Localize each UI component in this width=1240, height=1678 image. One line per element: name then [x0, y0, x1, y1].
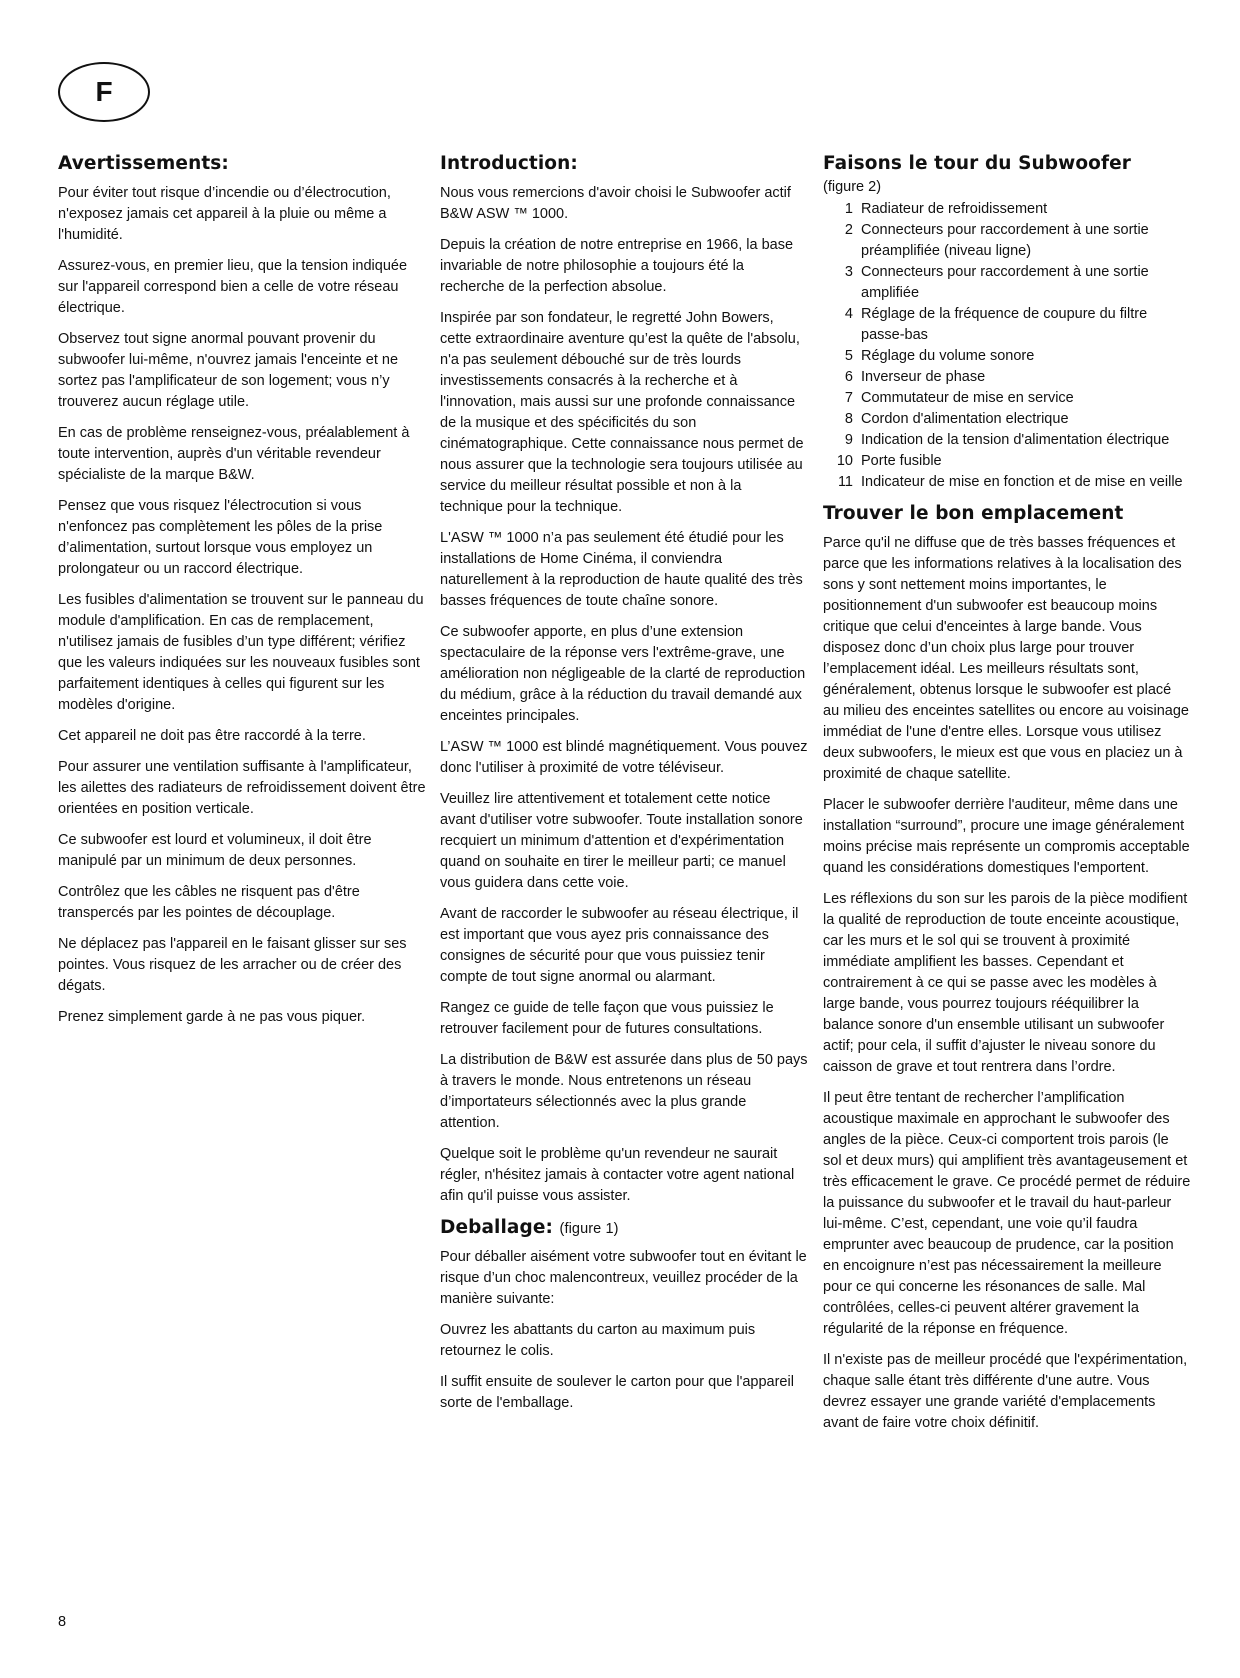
- item-number: 7: [844, 390, 853, 407]
- paragraph: La distribution de B&W est assurée dans plus de 50 pays à travers le monde. Nous entretenons un réseau d’importateurs sélectionnés avec la plus grande attention.: [440, 1052, 808, 1132]
- paragraph: Les réflexions du son sur les parois de la pièce modifient la qualité de reproduction de toute enceinte acoustique, car les murs et le sol qui se trouvent à proximité immédiate amplifient les basses. Cependant et contrairement à ce qui se passe avec les modèles à large bande, vous pourrez toujours rééquilibrer la balance sonore d'un ensemble utilisant un subwoofer actif; pour cela, il suffit d’ajuster le niveau sonore du caisson de grave et tout rentrera dans l’ordre.: [823, 891, 1188, 1076]
- paragraph: Quelque soit le problème qu'un revendeur ne saurait régler, n'hésitez jamais à contacter votre agent national afin qu'il puisse vous assister.: [440, 1146, 795, 1205]
- item-number: 9: [844, 432, 853, 449]
- paragraph: Cet appareil ne doit pas être raccordé à la terre.: [58, 728, 366, 745]
- language-letter: F: [95, 76, 113, 107]
- paragraph: Veuillez lire attentivement et totalement cette notice avant d'utiliser votre subwoofer. Toute installation sonore recquiert un minimum d'attention et d'expérimentation quand on souhaite en tirer le meilleur parti; ce manuel vous guidera dans cette voie.: [440, 791, 803, 892]
- paragraph: Contrôlez que les câbles ne risquent pas d'être transpercés par les pointes de découplage.: [58, 884, 360, 922]
- item-number: 6: [844, 369, 853, 386]
- item-text: Commutateur de mise en service: [861, 390, 1074, 407]
- paragraph: Il n'existe pas de meilleur procédé que l'expérimentation, chaque salle étant très différente d'une autre. Vous devrez essayer une grande variété d'emplacements avant de faire votre choix définitif.: [823, 1352, 1188, 1432]
- language-badge: [58, 62, 150, 122]
- paragraph: Pensez que vous risquez l'électrocution si vous n'enfoncez pas complètement les pôles de la prise d’alimentation, surtout lorsque vous employez un prolongateur ou un raccord électrique.: [58, 498, 383, 578]
- list-item: [823, 220, 1191, 262]
- column-subwoofer-tour: [823, 153, 1191, 1444]
- item-text: Inverseur de phase: [861, 369, 986, 386]
- item-number: 4: [844, 306, 853, 323]
- column-warnings: [58, 153, 426, 1038]
- introduction-heading: Introduction:: [440, 153, 578, 174]
- list-item: [823, 430, 1191, 451]
- paragraph: Inspirée par son fondateur, le regretté John Bowers, cette extraordinaire aventure qu’est la quête de l'absolu, n'a pas seulement débouché sur de très lourds investissements consacrés à la recherche et à l'innovation, mais aussi sur une profonde connaissance de la musique et des spécificités du son cinématographique. Cette connaissance nous permet de nous assurer que la technologie sera toujours utilisée au service du meilleur résultat possible et non à la technique pour la technique.: [440, 310, 804, 516]
- paragraph: L'ASW ™ 1000 n’a pas seulement été étudié pour les installations de Home Cinéma, il conviendra naturellement à la reproduction de haute qualité des très basses fréquences de toute chaîne sonore.: [440, 530, 803, 610]
- list-item: [823, 472, 1191, 493]
- item-text: Connecteurs pour raccordement à une sortie préamplifiée (niveau ligne): [861, 222, 1149, 260]
- item-text: Cordon d'alimentation electrique: [861, 411, 1069, 428]
- item-number: 8: [844, 411, 853, 428]
- placement-heading: Trouver le bon emplacement: [823, 503, 1124, 525]
- paragraph: Observez tout signe anormal pouvant provenir du subwoofer lui-même, n'ouvrez jamais l'enceinte et ne sortez pas l'amplificateur de son logement; vous n’y trouverez aucun réglage utile.: [58, 331, 399, 411]
- list-item: [823, 304, 1191, 346]
- paragraph: Il suffit ensuite de soulever le carton pour que l'appareil sorte de l'emballage.: [440, 1374, 794, 1412]
- component-list: [823, 199, 1191, 493]
- paragraph: L’ASW ™ 1000 est blindé magnétiquement. Vous pouvez donc l'utiliser à proximité de votre téléviseur.: [440, 739, 808, 777]
- paragraph: Il peut être tentant de rechercher l’amplification acoustique maximale en approchant le subwoofer des angles de la pièce. Ceux-ci comportent trois parois (le sol et deux murs) qui amplifient très avantageusement et très efficacement le grave. Ce procédé permet de réduire la puissance du subwoofer et le travail du haut-parleur lui-même. C’est, cependant, une voie qu’il faudra emprunter avec beaucoup de prudence, car la position en encoignure n’est pas nécessairement la meilleure pour ce qui concerne les résonances de salle. Mal contrôlées, celles-ci peuvent altérer gravement la régularité de la réponse en fréquence.: [823, 1090, 1191, 1338]
- list-item: [823, 262, 1191, 304]
- paragraph: Avant de raccorder le subwoofer au réseau électrique, il est important que vous ayez pris connaissance des consignes de sécurité pour que vous puissiez tenir compte de tout signe anormal ou alarmant.: [440, 906, 799, 986]
- list-item: [823, 451, 1191, 472]
- unpacking-heading-text: Deballage:: [440, 1217, 553, 1239]
- item-number: 2: [844, 222, 853, 239]
- item-number: 5: [844, 348, 853, 365]
- item-text: Porte fusible: [861, 453, 942, 470]
- item-number: 3: [844, 264, 853, 281]
- item-text: Connecteurs pour raccordement à une sortie amplifiée: [861, 264, 1149, 302]
- item-number: 11: [837, 474, 853, 491]
- warnings-heading: Avertissements:: [58, 153, 229, 174]
- list-item: [823, 199, 1191, 220]
- unpacking-figure-ref: (figure 1): [559, 1221, 619, 1238]
- list-item: [823, 367, 1191, 388]
- item-text: Radiateur de refroidissement: [861, 201, 1048, 218]
- paragraph: Prenez simplement garde à ne pas vous piquer.: [58, 1009, 366, 1026]
- paragraph: Ce subwoofer est lourd et volumineux, il doit être manipulé par un minimum de deux personnes.: [58, 832, 372, 870]
- paragraph: Nous vous remercions d'avoir choisi le Subwoofer actif B&W ASW ™ 1000.: [440, 185, 791, 223]
- item-text: Indicateur de mise en fonction et de mise en veille: [861, 474, 1183, 491]
- column-introduction: [440, 153, 808, 1424]
- page-number: 8: [58, 1614, 67, 1630]
- paragraph: Les fusibles d'alimentation se trouvent sur le panneau du module d'amplification. En cas de remplacement, n'utilisez jamais de fusibles d’un type différent; vérifiez que les valeurs indiquées sur les nouveaux fusibles sont parfaitement identiques à celles qui figurent sur les modèles d'origine.: [58, 592, 424, 714]
- item-text: Réglage du volume sonore: [861, 348, 1035, 365]
- list-item: [823, 346, 1191, 367]
- list-item: [823, 388, 1191, 409]
- paragraph: Parce qu'il ne diffuse que de très basses fréquences et parce que les informations relatives à la localisation des sons y sont nettement moins importantes, le positionnement d'un subwoofer est beaucoup moins critique que celui d'enceintes à large bande. Vous disposez donc d’un choix plus large pour trouver l’emplacement idéal. Les meilleurs résultats sont, généralement, obtenus lorsque le subwoofer est placé au milieu des enceintes satellites ou encore au voisinage immédiat de l'une d'entre elles. Lorsque vous utilisez deux subwoofers, le mieux est que vous en placiez un à proximité de chaque satellite.: [823, 535, 1189, 783]
- item-number: 10: [836, 453, 853, 470]
- item-text: Indication de la tension d'alimentation électrique: [861, 432, 1170, 449]
- paragraph: Ne déplacez pas l'appareil en le faisant glisser sur ses pointes. Vous risquez de les arracher ou de créer des dégats.: [58, 936, 407, 995]
- item-text: Réglage de la fréquence de coupure du filtre passe-bas: [861, 306, 1148, 344]
- paragraph: En cas de problème renseignez-vous, préalablement à toute intervention, auprès d'un véritable revendeur spécialiste de la marque B&W.: [58, 425, 410, 484]
- list-item: [823, 409, 1191, 430]
- item-number: 1: [844, 201, 853, 218]
- unpacking-heading: [440, 1217, 808, 1239]
- paragraph: Depuis la création de notre entreprise en 1966, la base invariable de notre philosophie a toujours été la recherche de la perfection absolue.: [440, 237, 794, 296]
- paragraph: Pour éviter tout risque d’incendie ou d’électrocution, n'exposez jamais cet appareil à la pluie ou même a l'humidité.: [58, 185, 391, 244]
- paragraph: Rangez ce guide de telle façon que vous puissiez le retrouver facilement pour de futures consultations.: [440, 1000, 774, 1038]
- paragraph: Pour assurer une ventilation suffisante à l'amplificateur, les ailettes des radiateurs de refroidissement doivent être orientées en position verticale.: [58, 759, 426, 818]
- tour-heading: Faisons le tour du Subwoofer: [823, 153, 1131, 174]
- tour-figure-ref: (figure 2): [823, 179, 882, 196]
- paragraph: Ce subwoofer apporte, en plus d’une extension spectaculaire de la réponse vers l'extrême-grave, une amélioration non négligeable de la clarté de reproduction du médium, grâce à la réduction du travail demandé aux enceintes principales.: [440, 624, 806, 725]
- paragraph: Pour déballer aisément votre subwoofer tout en évitant le risque d’un choc malencontreux, veuillez procéder de la manière suivante:: [440, 1249, 807, 1308]
- paragraph: Ouvrez les abattants du carton au maximum puis retournez le colis.: [440, 1322, 756, 1360]
- paragraph: Assurez-vous, en premier lieu, que la tension indiquée sur l'appareil correspond bien a celle de votre réseau électrique.: [58, 258, 408, 317]
- paragraph: Placer le subwoofer derrière l'auditeur, même dans une installation “surround”, procure une image généralement moins précise mais représente un compromis acceptable quand les considérations domestiques l'emportent.: [823, 797, 1190, 877]
